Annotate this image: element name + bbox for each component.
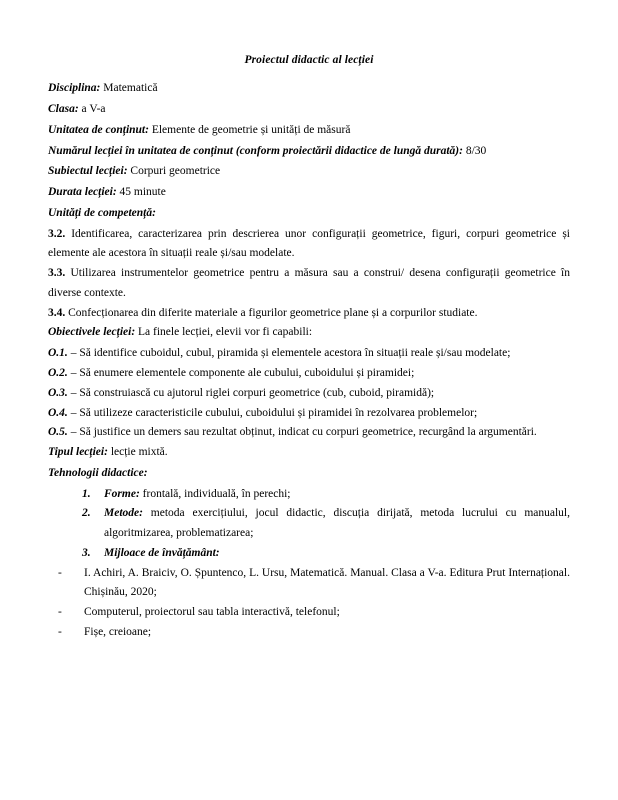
competence-text: Utilizarea instrumentelor geometrice pentru a măsura sau a construi/ desena configurații geometrice în diverse contexte. [48,267,570,299]
list-marker: 2. [82,507,91,520]
list-item-label: Forme: [104,487,140,500]
field-value: lecție mixtă. [107,446,168,459]
competence-text: Confecționarea din diferite materiale a figurilor geometrice plane și a corpurilor studiate. [65,306,478,319]
list-marker: 3. [82,546,91,559]
objective-text: – Să utilizeze caracteristicile cubului, cuboidului și piramidei în rezolvarea problemelor; [67,406,478,419]
competence-number: 3.4. [48,306,66,319]
field-value: Matematică [100,82,158,95]
objective-item [48,344,570,364]
list-item-text: frontală, individuală, în perechi; [139,487,291,500]
objective-number: O.2. [48,366,68,379]
list-item [82,485,570,505]
objective-item [48,384,570,404]
field-value: 45 minute [116,186,166,199]
competence-number: 3.3. [48,267,66,280]
list-item [82,544,570,564]
field-label: Disciplina: [48,82,101,95]
objectives-heading: Obiectivele lecției: La finele lecției, elevii vor fi capabili: [48,326,313,339]
field-label: Tipul lecției: [48,446,108,459]
list-item-label: Mijloace de învățământ: [104,546,220,559]
technologies-list [48,485,570,564]
dash-marker: - [58,566,62,579]
field-label: Numărul lecției în unitatea de conținut (conform proiectării didactice de lungă durată): [48,144,463,157]
field-label: Clasa: [48,103,79,116]
dash-marker: - [58,625,62,638]
list-item-text: I. Achiri, A. Braiciv, O. Șpuntenco, L. Ursu, Matematică. Manual. Clasa a V-a. Editura Prut Internațional. Chișinău, 2020; [84,566,570,599]
field-unitatea-de-continut [48,121,570,141]
competence-text: Identificarea, caracterizarea prin descrierea unor configurații geometrice, figuri, corpuri geometrice și elemente ale acestora în situații reale și/sau modelate. [48,227,570,260]
objective-item [48,404,570,424]
list-item-label: Metode: [104,507,143,520]
objective-text: – Să identifice cuboidul, cubul, piramida și elementele acestora în situații reale și/sau modelate; [67,347,511,360]
list-item-text: Fișe, creioane; [84,625,152,638]
objective-item [48,364,570,384]
objective-text: – Să justifice un demers sau rezultat obținut, indicat cu corpuri geometrice, recurgând la argumentări. [67,426,537,439]
field-tipul-lectiei [48,443,570,463]
list-item [82,504,570,544]
list-item [58,623,570,643]
field-label: Unitatea de conținut: [48,123,149,136]
objective-item [48,423,570,443]
field-disciplina [48,79,570,99]
objective-number: O.1. [48,347,68,360]
competence-item [48,225,570,265]
dash-marker: - [58,606,62,619]
list-marker: 1. [82,487,91,500]
page-title: Proiectul didactic al lecției [244,54,374,66]
competence-item [48,264,570,304]
resources-list [48,564,570,643]
objective-number: O.4. [48,406,68,419]
list-item [58,603,570,623]
field-value: 8/30 [462,144,487,157]
list-item [58,564,570,604]
field-numarul-lectiei [48,142,570,162]
objective-text: – Să enumere elementele componente ale cubului, cuboidului și piramidei; [67,366,415,379]
field-durata-lectiei [48,183,570,203]
field-subiectul-lectiei [48,162,570,182]
list-item-text: metoda exercițiului, jocul didactic, discuția dirijată, metoda lucrului cu manualul, algoritmizarea, problematizarea; [104,507,570,540]
field-value: Corpuri geometrice [127,165,221,178]
field-value: a V-a [78,103,106,116]
technologies-heading: Tehnologii didactice: [48,466,148,479]
competence-number: 3.2. [48,227,66,240]
objective-number: O.5. [48,426,68,439]
field-clasa [48,100,570,120]
field-label: Durata lecției: [48,186,117,199]
objective-text: – Să construiască cu ajutorul riglei corpuri geometrice (cub, cuboid, piramidă); [67,386,435,399]
field-label: Subiectul lecției: [48,165,128,178]
list-item-text: Computerul, proiectorul sau tabla interactivă, telefonul; [84,606,340,619]
competences-heading: Unități de competență: [48,206,156,219]
competence-item [48,304,570,324]
objective-number: O.3. [48,386,68,399]
field-value: Elemente de geometrie și unități de măsură [148,123,351,136]
